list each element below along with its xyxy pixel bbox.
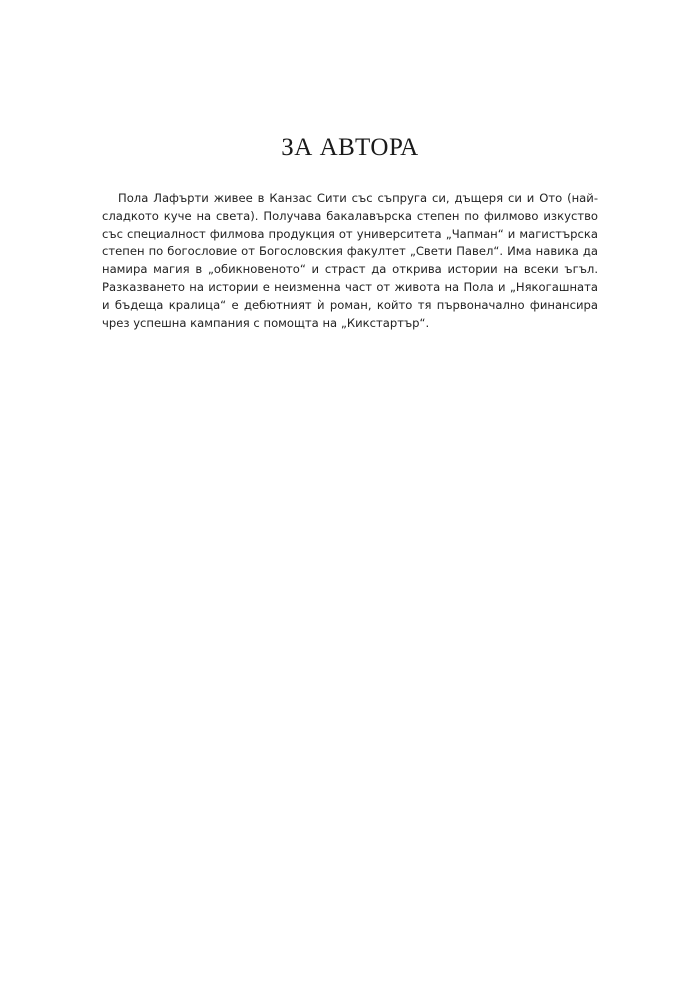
page-title: ЗА АВТОРА: [281, 134, 419, 161]
author-bio-paragraph: Пола Лафърти живее в Канзас Сити със съпруга си, дъщеря си и Ото (най-сладкото куче на света). Получава бакалавърска степен по филмово изкуство със специалност филмова продукция от университета „Чапман“ и магистърска степен по богословие от Богословския факултет „Свети Павел“. Има навика да намира магия в „обикновеното“ и страст да открива истории на всеки ъгъл. Разказването на истории е неизменна част от живота на Пола и „Някогашната и бъдеща кралица“ е дебютният ѝ роман, който тя първоначално финансира чрез успешна кампания с помощта на „Кикстартър“.: [102, 191, 598, 330]
